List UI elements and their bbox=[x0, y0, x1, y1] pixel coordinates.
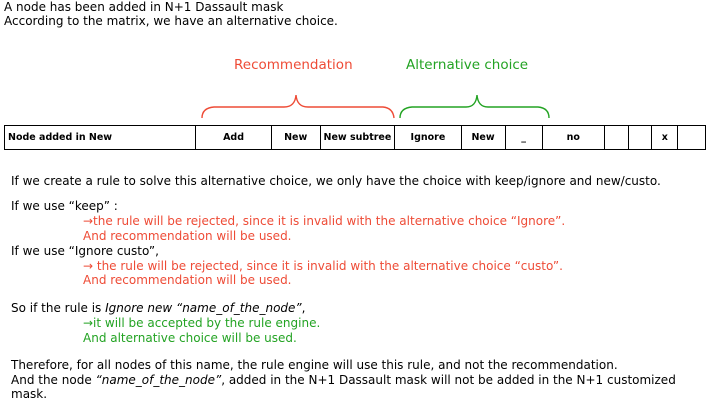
matrix-cell-new: New bbox=[271, 126, 320, 150]
so-rule-line bbox=[11, 301, 305, 315]
alternative-used-line: And alternative choice will be used. bbox=[83, 331, 297, 345]
decision-matrix bbox=[4, 125, 706, 150]
matrix-cell-new-alt: New bbox=[461, 126, 505, 150]
matrix-cell-ignore: Ignore bbox=[395, 126, 461, 150]
so-rule-prefix: So if the rule is bbox=[11, 301, 106, 315]
keep-rejected: →the rule will be rejected, since it is invalid with the alternative choice “Ignore”. bbox=[83, 214, 566, 228]
custo-rejected: → the rule will be rejected, since it is invalid with the alternative choice “custo”. bbox=[83, 259, 563, 273]
matrix-row bbox=[5, 126, 706, 150]
matrix-cell-underscore: _ bbox=[505, 126, 542, 150]
matrix-cell-empty-1 bbox=[604, 126, 628, 150]
node-suffix: , added in the N+1 Dassault mask will not be added in the N+1 customized bbox=[221, 373, 676, 387]
matrix-cell-node-added: Node added in New bbox=[5, 126, 196, 150]
custo-recommendation: And recommendation will be used. bbox=[83, 273, 292, 287]
matrix-cell-empty-3 bbox=[678, 126, 706, 150]
matrix-cell-x: x bbox=[652, 126, 678, 150]
matrix-cell-add: Add bbox=[196, 126, 272, 150]
keep-recommendation: And recommendation will be used. bbox=[83, 229, 292, 243]
recommendation-label: Recommendation bbox=[234, 57, 353, 73]
node-not-added-line bbox=[11, 373, 676, 387]
ignore-custo-intro: If we use “Ignore custo”, bbox=[11, 244, 159, 258]
so-rule-name: Ignore new “name_of_the_node” bbox=[105, 301, 302, 315]
node-prefix: And the node bbox=[11, 373, 96, 387]
paragraph-create-rule: If we create a rule to solve this alternative choice, we only have the choice with keep/ignore and new/custo. bbox=[11, 174, 661, 188]
intro-line-1: A node has been added in N+1 Dassault mask bbox=[4, 0, 284, 14]
alternative-choice-label: Alternative choice bbox=[406, 57, 529, 73]
node-name: “name_of_the_node” bbox=[95, 373, 222, 387]
so-rule-suffix: , bbox=[301, 301, 306, 315]
intro-line-2: According to the matrix, we have an alternative choice. bbox=[4, 14, 338, 28]
matrix-cell-new-subtree: New subtree bbox=[320, 126, 395, 150]
braces bbox=[0, 0, 706, 130]
matrix-cell-empty-2 bbox=[628, 126, 652, 150]
keep-intro: If we use “keep” : bbox=[11, 199, 118, 213]
recommendation-brace bbox=[202, 95, 394, 118]
mask-line: mask. bbox=[11, 387, 48, 401]
alternative-brace bbox=[400, 95, 549, 118]
accepted-line: →it will be accepted by the rule engine. bbox=[83, 316, 321, 330]
matrix-cell-no: no bbox=[542, 126, 604, 150]
therefore-line: Therefore, for all nodes of this name, the rule engine will use this rule, and not the recommendation. bbox=[11, 358, 618, 372]
